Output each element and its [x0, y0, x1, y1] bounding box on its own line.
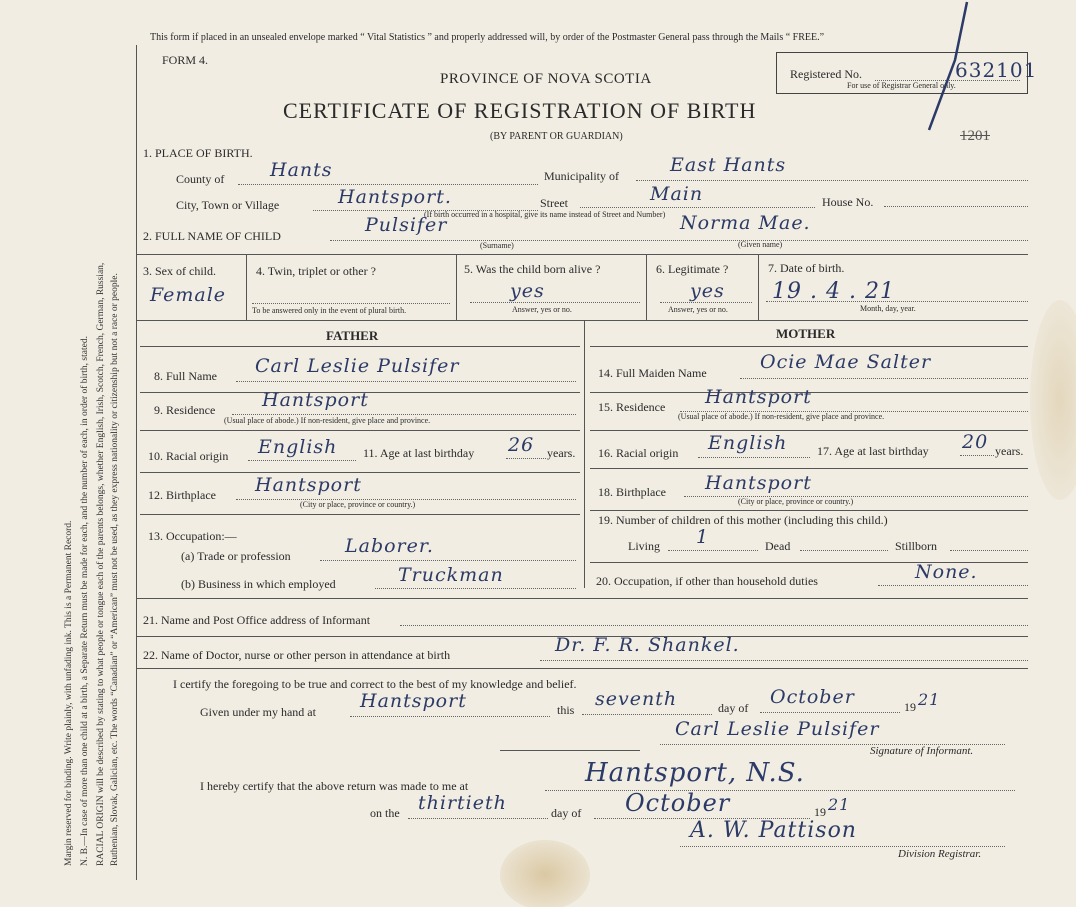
father-birth-label: 12. Birthplace	[148, 488, 216, 502]
stillborn-label: Stillborn	[895, 539, 938, 553]
business-value: Truckman	[398, 564, 504, 586]
mother-name-label: 14. Full Maiden Name	[598, 366, 707, 380]
day-value: seventh	[595, 688, 678, 710]
street-label: Street	[540, 196, 568, 210]
county-value: Hants	[270, 159, 333, 181]
edge-stain	[1030, 300, 1076, 500]
twin-label: 4. Twin, triplet or other ?	[256, 264, 376, 278]
dob-value: 19 . 4 . 21	[772, 279, 895, 304]
side-note-2: N. B.—In case of more than one child at a birth, a Separate Return must be made for each, and the number of each, in order of birth, stated.	[80, 336, 90, 866]
mother-birth-label: 18. Birthplace	[598, 485, 666, 499]
living-value: 1	[696, 526, 710, 548]
father-age: 26	[508, 434, 535, 456]
year-suffix: 21	[918, 690, 941, 709]
legit-value: yes	[690, 280, 725, 302]
on-the-label: on the	[370, 806, 400, 820]
father-age-label: 11. Age at last birthday	[363, 446, 475, 460]
sex-value: Female	[150, 284, 227, 306]
mother-age-label: 17. Age at last birthday	[817, 444, 929, 458]
father-race: English	[258, 436, 338, 458]
this-label: this	[557, 703, 575, 717]
given-at-label: Given under my hand at	[200, 705, 316, 719]
mother-occ-label: 20. Occupation, if other than household duties	[596, 574, 818, 588]
month-value: October	[770, 686, 855, 708]
given-caption: (Given name)	[738, 240, 783, 249]
reg-year-suffix: 21	[828, 795, 851, 814]
stamp-number: 1201	[960, 128, 990, 144]
mother-race-label: 16. Racial origin	[598, 446, 679, 460]
form-number: FORM 4.	[162, 53, 209, 67]
side-note-4: Ruthenian, Slovak, Galician, etc. The words “Canadian” or “American” must not be used, as they express nationality or citizenship but not a race or people.	[110, 273, 120, 866]
registration-month: October	[625, 789, 731, 817]
registration-day: thirtieth	[418, 792, 507, 814]
father-occ-label: 13. Occupation:—	[148, 529, 237, 543]
street-value: Main	[650, 183, 704, 205]
reg-year-prefix: 19	[814, 805, 826, 819]
pencil-mark	[915, 0, 975, 140]
registrar-cert-label: I hereby certify that the above return was made to me at	[200, 779, 469, 793]
informant-signature: Carl Leslie Pulsifer	[675, 718, 880, 740]
certificate-title: CERTIFICATE OF REGISTRATION OF BIRTH	[283, 98, 757, 123]
year-prefix: 19	[904, 700, 916, 714]
child-given-name: Norma Mae.	[680, 212, 811, 234]
county-label: County of	[176, 172, 225, 186]
father-age-unit: years.	[547, 446, 576, 460]
father-race-label: 10. Racial origin	[148, 449, 229, 463]
postmaster-note: This form if placed in an unsealed envelope marked “ Vital Statistics ” and properly addressed will, by order of the Postmaster General pass through the Mails “ FREE.”	[150, 32, 825, 43]
city-value: Hantsport.	[338, 186, 452, 208]
paper-stain	[500, 840, 590, 907]
hospital-note: (If birth occurred in a hospital, give its name instead of Street and Number)	[424, 210, 666, 219]
trade-label: (a) Trade or profession	[181, 549, 291, 563]
registered-number: 632101	[955, 58, 1038, 82]
mother-birthplace: Hantsport	[705, 472, 812, 494]
certify-text: I certify the foregoing to be true and correct to the best of my knowledge and belief.	[173, 677, 577, 691]
side-note-3: RACIAL ORIGIN will be described by stating to what people or tongue each of the parents belongs, whether English, Irish, Scotch, French, German, Russian,	[96, 262, 106, 866]
province-heading: PROVINCE OF NOVA SCOTIA	[440, 71, 652, 87]
city-label: City, Town or Village	[176, 198, 280, 212]
mother-occupation: None.	[915, 561, 978, 583]
alive-note: Answer, yes or no.	[512, 305, 572, 314]
father-name: Carl Leslie Pulsifer	[255, 355, 460, 377]
alive-value: yes	[510, 280, 545, 302]
doctor-value: Dr. F. R. Shankel.	[555, 634, 740, 656]
mother-birth-note: (City or place, province or country.)	[738, 497, 854, 506]
business-label: (b) Business in which employed	[181, 577, 336, 591]
father-heading: FATHER	[326, 328, 379, 343]
father-res-note: (Usual place of abode.) If non-resident, give place and province.	[224, 416, 431, 425]
surname-caption: (Surname)	[480, 241, 514, 250]
municipality-label: Municipality of	[544, 169, 619, 183]
mother-age-unit: years.	[995, 444, 1024, 458]
dob-note: Month, day, year.	[860, 304, 916, 313]
house-label: House No.	[822, 195, 874, 209]
children-label: 19. Number of children of this mother (including this child.)	[598, 513, 888, 527]
given-at-value: Hantsport	[360, 690, 467, 712]
child-name-label: 2. FULL NAME OF CHILD	[143, 229, 281, 243]
father-birthplace: Hantsport	[255, 474, 362, 496]
place-heading: 1. PLACE OF BIRTH.	[143, 146, 253, 160]
dead-label: Dead	[765, 539, 791, 553]
registrar-caption: Division Registrar.	[898, 848, 982, 860]
dob-label: 7. Date of birth.	[768, 261, 845, 275]
certificate-subtitle: (BY PARENT OR GUARDIAN)	[490, 131, 623, 142]
father-name-label: 8. Full Name	[154, 369, 217, 383]
mother-race: English	[708, 432, 788, 454]
municipality-value: East Hants	[670, 154, 787, 176]
registrar-signature: A. W. Pattison	[690, 818, 857, 843]
sex-label: 3. Sex of child.	[143, 264, 216, 278]
informant-signature-caption: Signature of Informant.	[870, 745, 974, 757]
alive-label: 5. Was the child born alive ?	[464, 262, 601, 276]
doctor-label: 22. Name of Doctor, nurse or other person in attendance at birth	[143, 648, 451, 662]
father-res-label: 9. Residence	[154, 403, 216, 417]
legit-label: 6. Legitimate ?	[656, 262, 729, 276]
twin-note: To be answered only in the event of plural birth.	[252, 306, 407, 315]
child-surname: Pulsifer	[365, 214, 448, 236]
mother-res-note: (Usual place of abode.) If non-resident, give place and province.	[678, 412, 885, 421]
side-note-1: Margin reserved for binding. Write plainly, with unfading ink. This is a Permanent Record.	[64, 520, 74, 866]
registration-place: Hantsport, N.S.	[585, 758, 805, 788]
living-label: Living	[628, 539, 660, 553]
legit-note: Answer, yes or no.	[668, 305, 728, 314]
mother-age: 20	[962, 431, 989, 453]
mother-name: Ocie Mae Salter	[760, 351, 932, 373]
trade-value: Laborer.	[345, 535, 434, 557]
reg-day-of-label: day of	[551, 806, 582, 820]
father-birth-note: (City or place, province or country.)	[300, 500, 416, 509]
mother-heading: MOTHER	[776, 326, 836, 341]
registrar-general-note: For use of Registrar General only.	[847, 81, 956, 90]
registered-label: Registered No.	[790, 67, 862, 81]
informant-label: 21. Name and Post Office address of Informant	[143, 613, 371, 627]
mother-res-label: 15. Residence	[598, 400, 666, 414]
mother-residence: Hantsport	[705, 386, 812, 408]
father-residence: Hantsport	[262, 389, 369, 411]
day-of-label: day of	[718, 701, 749, 715]
